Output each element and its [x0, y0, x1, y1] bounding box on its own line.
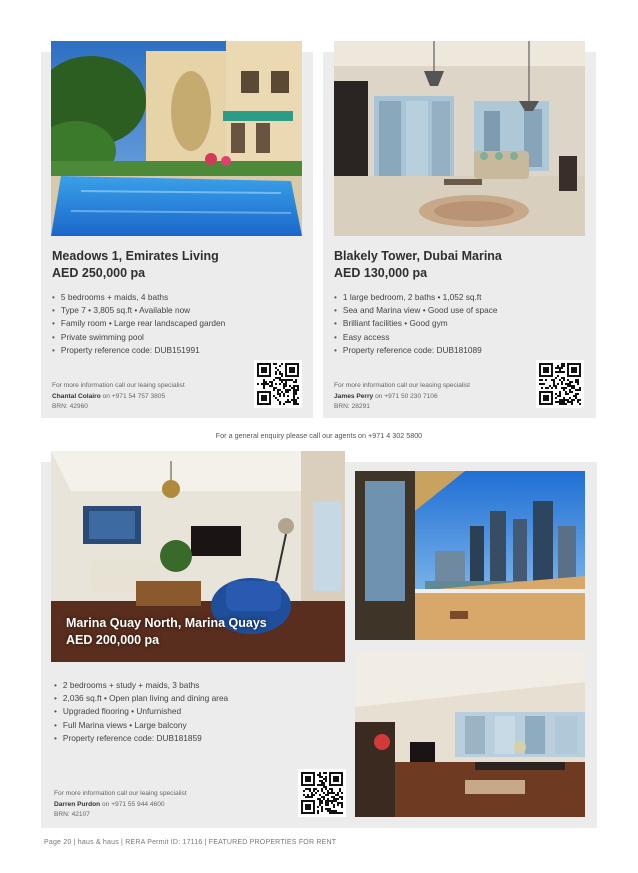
- agent-phone[interactable]: +971 50 230 7106: [384, 392, 438, 400]
- qr-code-icon: [257, 363, 299, 405]
- agent-phone[interactable]: +971 55 944 4600: [111, 800, 165, 808]
- listing-title: [334, 248, 502, 282]
- feature-item: • Full Marina views • Large balcony: [54, 719, 228, 732]
- agent-contact: [54, 789, 187, 821]
- qr-code[interactable]: [298, 769, 346, 817]
- agent-name: James Perry: [334, 392, 374, 400]
- listing-name: Blakely Tower, Dubai Marina: [334, 249, 502, 263]
- phone-prefix: on: [102, 392, 110, 400]
- feature-item: • Upgraded flooring • Unfurnished: [54, 705, 228, 718]
- agent-brn: BRN: 28291: [334, 403, 370, 410]
- phone-prefix: on: [375, 392, 383, 400]
- property-photo-living-room: [334, 41, 585, 236]
- qr-code[interactable]: [254, 360, 302, 408]
- contact-intro: For more information call our leaing specialist: [52, 382, 185, 389]
- feature-item: • Property reference code: DUB181859: [54, 732, 228, 745]
- feature-item: • Type 7 • 3,805 sq.ft • Available now: [52, 304, 225, 317]
- agent-contact: [334, 381, 470, 413]
- agent-name: Darren Purdon: [54, 800, 101, 808]
- feature-item: • Private swimming pool: [52, 331, 225, 344]
- agent-name: Chantal Colairo: [52, 392, 101, 400]
- listing-name: Meadows 1, Emirates Living: [52, 249, 219, 263]
- qr-code[interactable]: [536, 360, 584, 408]
- feature-item: • 2 bedrooms + study + maids, 3 baths: [54, 679, 228, 692]
- qr-code-icon: [301, 772, 343, 814]
- listing-title: [66, 615, 267, 649]
- agent-brn: BRN: 42960: [52, 403, 88, 410]
- feature-list: [54, 679, 228, 745]
- feature-item: • 1 large bedroom, 2 baths • 1,052 sq.ft: [334, 291, 498, 304]
- feature-item: • 5 bedrooms + maids, 4 baths: [52, 291, 225, 304]
- agent-phone[interactable]: +971 54 757 3805: [111, 392, 166, 400]
- feature-item: • Easy access: [334, 331, 498, 344]
- feature-list: [52, 291, 225, 357]
- listing-name: Marina Quay North, Marina Quays: [66, 616, 267, 630]
- feature-item: • 2,036 sq.ft • Open plan living and dining area: [54, 692, 228, 705]
- page-footer: Page 20 | haus & haus | RERA Permit ID: 17116 | FEATURED PROPERTIES FOR RENT: [44, 839, 337, 846]
- contact-intro: For more information call our leaing specialist: [54, 790, 187, 797]
- listing-title: [52, 248, 219, 282]
- phone-prefix: on: [102, 800, 110, 808]
- feature-list: [334, 291, 498, 357]
- general-enquiry: For a general enquiry please call our agents on +971 4 302 5800: [215, 431, 423, 440]
- agent-contact: [52, 381, 185, 413]
- feature-item: • Brilliant facilities • Good gym: [334, 317, 498, 330]
- feature-item: • Property reference code: DUB181089: [334, 344, 498, 357]
- qr-code-icon: [539, 363, 581, 405]
- feature-item: • Sea and Marina view • Good use of space: [334, 304, 498, 317]
- contact-intro: For more information call our leasing specialist: [334, 382, 470, 389]
- agent-brn: BRN: 42107: [54, 811, 90, 818]
- property-photo-balcony-view: [355, 471, 585, 640]
- listing-price: AED 250,000 pa: [52, 266, 146, 280]
- property-photo-dining-room: [355, 652, 585, 817]
- property-photo-villa-pool: [51, 41, 302, 236]
- listing-price: AED 130,000 pa: [334, 266, 428, 280]
- listing-price: AED 200,000 pa: [66, 633, 160, 647]
- feature-item: • Property reference code: DUB151991: [52, 344, 225, 357]
- feature-item: • Family room • Large rear landscaped garden: [52, 317, 225, 330]
